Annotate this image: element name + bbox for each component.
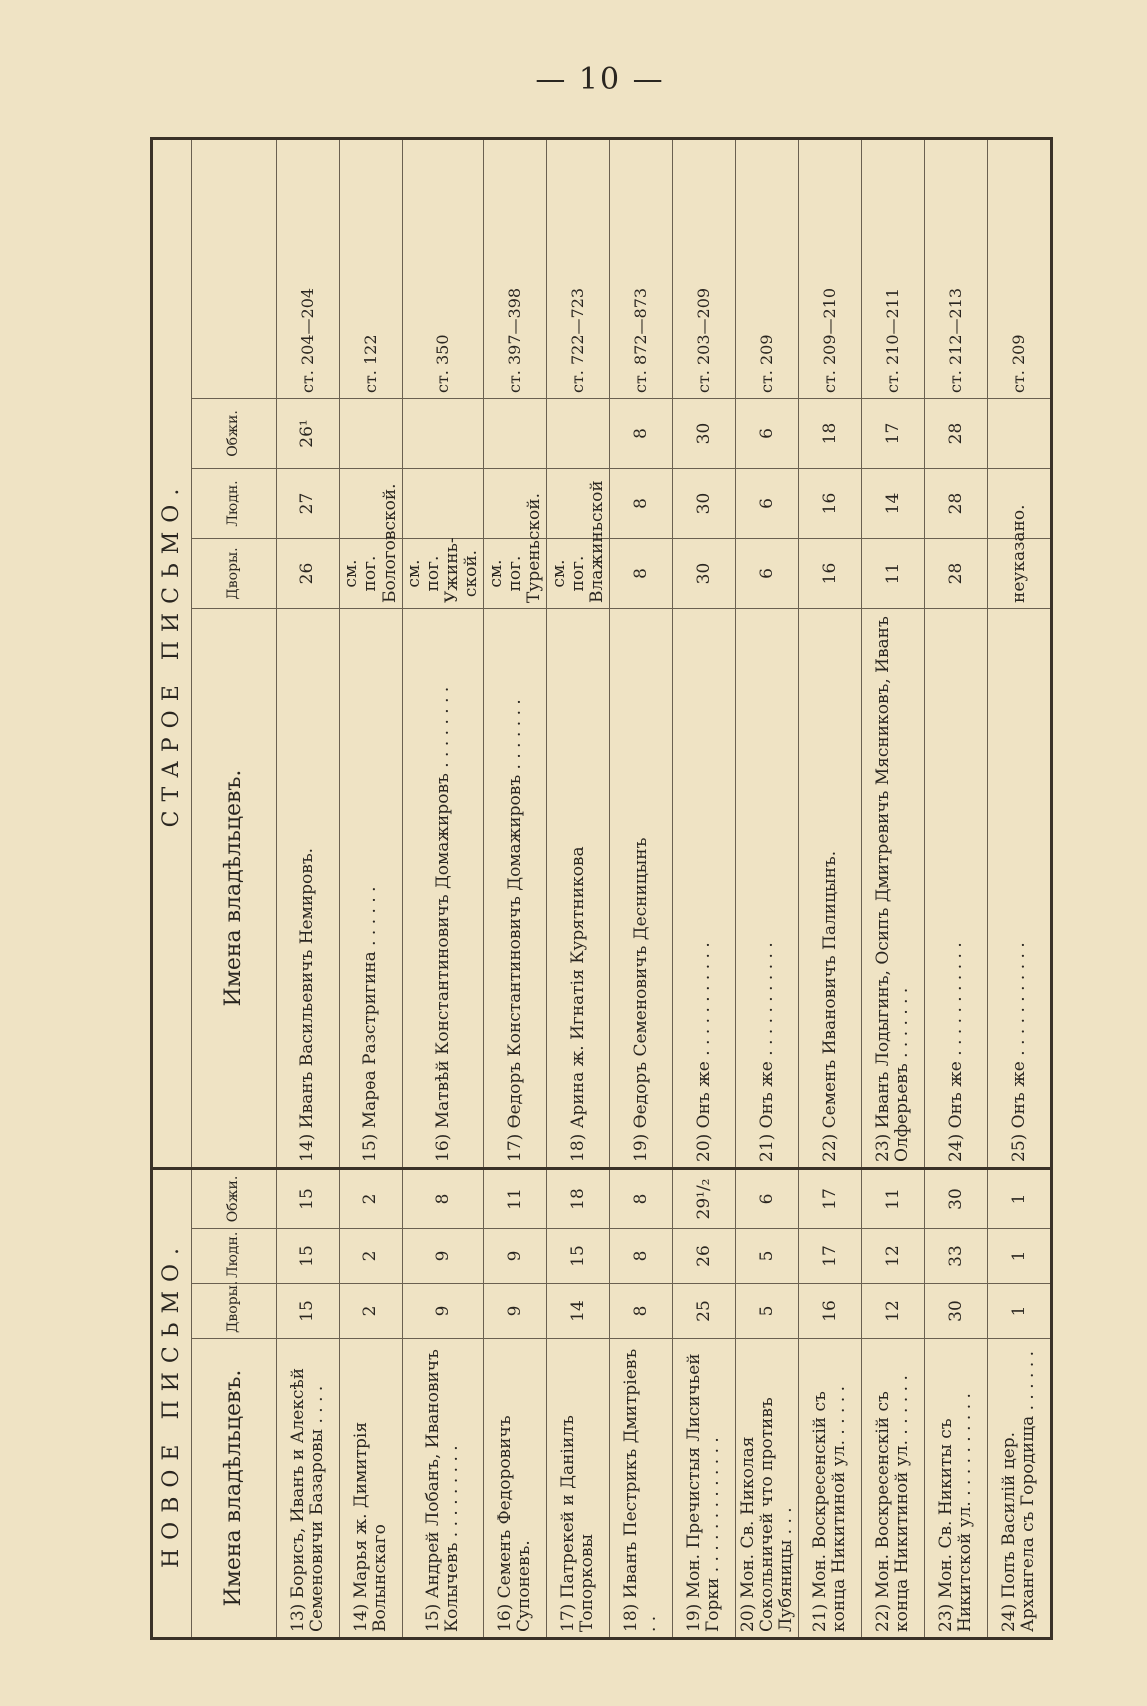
new-owner-name: 14) Марья ж. Димитрія Волынскаго [340,1339,403,1639]
reference: ст. 212—213 [925,138,988,398]
old-owner-name: 21) Онъ же . . . . . . . . . . . [736,609,799,1169]
old-dvory-value: 16 [799,539,862,609]
new-dvory-value: 2 [340,1284,403,1339]
new-owner-name: 23) Мон. Св. Никиты съ Никитской ул. . . . . . . . . . . [925,1339,988,1639]
old-owner-name: 18) Арина ж. Игнатія Курятникова [547,609,610,1169]
new-owner-name: 19) Мон. Пречистыя Лисичьей Горки . . . . . . . . . . . . . [673,1339,736,1639]
header-new-name: Имена владѣльцевъ. [192,1339,277,1639]
new-owner-name: 22) Мон. Воскресенскій съ конца Никитиной ул. . . . . . . [862,1339,925,1639]
old-owner-name: 19) Ѳедоръ Семеновичъ Десницынъ [610,609,673,1169]
ledger-table [150,137,1053,1640]
new-obzhi-value: 11 [484,1169,547,1229]
old-lyudn-value: 14 [862,469,925,539]
new-owner-name: 13) Борисъ, Иванъ и Алексѣй Семеновичи Базаровы . . . . [277,1339,340,1639]
table-row [340,138,403,1638]
reference: ст. 210—211 [862,138,925,398]
reference: ст. 203—209 [673,138,736,398]
new-lyudn-value: 8 [610,1229,673,1284]
new-lyudn-value: 12 [862,1229,925,1284]
new-lyudn-value: 9 [484,1229,547,1284]
old-owner-name: 15) Марѳа Разстригина . . . . . . [340,609,403,1169]
new-lyudn-value: 1 [988,1229,1052,1284]
new-dvory-value: 1 [988,1284,1052,1339]
new-obzhi-value: 29¹/₂ [673,1169,736,1229]
new-obzhi-value: 1 [988,1169,1052,1229]
old-lyudn-value: 6 [736,469,799,539]
old-owner-name: 24) Онъ же . . . . . . . . . . . [925,609,988,1169]
new-lyudn-value: 5 [736,1229,799,1284]
reference: ст. 397—398 [484,138,547,398]
new-dvory-value: 14 [547,1284,610,1339]
header-new-dvory: Дворы. [192,1284,277,1339]
new-dvory-value: 15 [277,1284,340,1339]
old-lyudn-value: 8 [610,469,673,539]
table-row [403,138,484,1638]
old-owner-name: 23) Иванъ Лодыгинъ, Осипъ Дмитревичъ Мясниковъ, Иванъ Олферьевъ . . . . . . . [862,609,925,1169]
old-obzhi-value [340,399,403,469]
old-obzhi-value: 8 [610,399,673,469]
new-lyudn-value: 17 [799,1229,862,1284]
new-obzhi-value: 2 [340,1169,403,1229]
reference: ст. 209 [988,138,1052,398]
new-owner-name: 21) Мон. Воскресенскій съ конца Никитиной ул. . . . . . [799,1339,862,1639]
table-row [484,138,547,1638]
old-dvory-value: 11 [862,539,925,609]
new-dvory-value: 16 [799,1284,862,1339]
new-obzhi-value: 17 [799,1169,862,1229]
old-lyudn-value: 28 [925,469,988,539]
old-dvory-value: 6 [736,539,799,609]
old-owner-name: 16) Матвѣй Константиновичъ Домажировъ . . . . . . . . [403,609,484,1169]
new-dvory-value: 25 [673,1284,736,1339]
reference: ст. 209—210 [799,138,862,398]
new-dvory-value: 8 [610,1284,673,1339]
header-old-obzhi: Обжи. [192,399,277,469]
new-dvory-value: 9 [403,1284,484,1339]
new-lyudn-value: 15 [547,1229,610,1284]
reference: ст. 209 [736,138,799,398]
new-obzhi-value: 8 [403,1169,484,1229]
new-owner-name: 18) Иванъ Пестрикъ Дмитріевъ . . [610,1339,673,1639]
table-row [799,138,862,1638]
table-row [988,138,1052,1638]
old-dvory-value: см. пог. Туреньской. [484,539,547,609]
new-obzhi-value: 18 [547,1169,610,1229]
old-owner-name: 14) Иванъ Васильевичъ Немировъ. [277,609,340,1169]
rows-body [277,138,1052,1638]
old-owner-name: 17) Ѳедоръ Константиновичъ Домажировъ . . . . . . . [484,609,547,1169]
old-lyudn-value: 30 [673,469,736,539]
old-dvory-value: 8 [610,539,673,609]
old-dvory-value: см. пог. Бологовской. [340,539,403,609]
new-obzhi-value: 15 [277,1169,340,1229]
new-dvory-value: 30 [925,1284,988,1339]
old-dvory-value: 28 [925,539,988,609]
old-obzhi-value: 26¹ [277,399,340,469]
new-dvory-value: 12 [862,1284,925,1339]
reference: ст. 722—723 [547,138,610,398]
reference: ст. 872—873 [610,138,673,398]
old-obzhi-value [988,399,1052,469]
header-new-obzhi: Обжи. [192,1169,277,1229]
old-obzhi-value: 28 [925,399,988,469]
old-obzhi-value [403,399,484,469]
new-obzhi-value: 8 [610,1169,673,1229]
rotated-table-wrapper [150,140,1147,1640]
old-owner-name: 22) Семенъ Ивановичъ Палицынъ. [799,609,862,1169]
new-dvory-value: 5 [736,1284,799,1339]
header-ref [192,138,277,398]
old-obzhi-value: 17 [862,399,925,469]
header-old-name: Имена владѣльцевъ. [192,609,277,1169]
new-lyudn-value: 9 [403,1229,484,1284]
old-dvory-value: неуказано. [988,539,1052,609]
header-new-lyudn: Людн. [192,1229,277,1284]
old-lyudn-value [403,469,484,539]
table-row [925,138,988,1638]
old-dvory-value: см. пог. Влажиньской [547,539,610,609]
new-dvory-value: 9 [484,1284,547,1339]
old-obzhi-value: 18 [799,399,862,469]
new-owner-name: 15) Андрей Лобанъ, Ивановичъ Колычевъ . . . . . . . . . [403,1339,484,1639]
table-row [862,138,925,1638]
new-lyudn-value: 26 [673,1229,736,1284]
reference: ст. 204—204 [277,138,340,398]
old-owner-name: 20) Онъ же . . . . . . . . . . . [673,609,736,1169]
old-obzhi-value: 30 [673,399,736,469]
old-dvory-value: 26 [277,539,340,609]
header-old-dvory: Дворы. [192,539,277,609]
table-row [736,138,799,1638]
new-lyudn-value: 33 [925,1229,988,1284]
old-dvory-value: см. пог. Ужинь-ской. [403,539,484,609]
table-row [673,138,736,1638]
old-lyudn-value: 27 [277,469,340,539]
old-dvory-value: 30 [673,539,736,609]
table-row [610,138,673,1638]
new-obzhi-value: 30 [925,1169,988,1229]
old-owner-name: 25) Онъ же . . . . . . . . . . . [988,609,1052,1169]
table-row [277,138,340,1638]
new-obzhi-value: 6 [736,1169,799,1229]
old-obzhi-value [547,399,610,469]
reference: ст. 122 [340,138,403,398]
new-owner-name: 20) Мон. Св. Николая Сокольничей что противъ Лубяницы . . . [736,1339,799,1639]
old-obzhi-value: 6 [736,399,799,469]
new-lyudn-value: 2 [340,1229,403,1284]
new-owner-name: 17) Патрекей и Даніилъ Топорковы [547,1339,610,1639]
header-old-lyudn: Людн. [192,469,277,539]
reference: ст. 350 [403,138,484,398]
new-owner-name: 24) Попъ Василій цер. Архангела съ Городища . . . . . . [988,1339,1052,1639]
old-obzhi-value [484,399,547,469]
section-new: НОВОЕ ПИСЬМО. [152,1169,192,1639]
table-row [547,138,610,1638]
page-number: — 10 — [535,62,665,97]
new-lyudn-value: 15 [277,1229,340,1284]
new-owner-name: 16) Семенъ Федоровичъ Супоневъ. [484,1339,547,1639]
new-obzhi-value: 11 [862,1169,925,1229]
section-old: СТАРОЕ ПИСЬМО. [152,138,192,1168]
old-lyudn-value: 16 [799,469,862,539]
